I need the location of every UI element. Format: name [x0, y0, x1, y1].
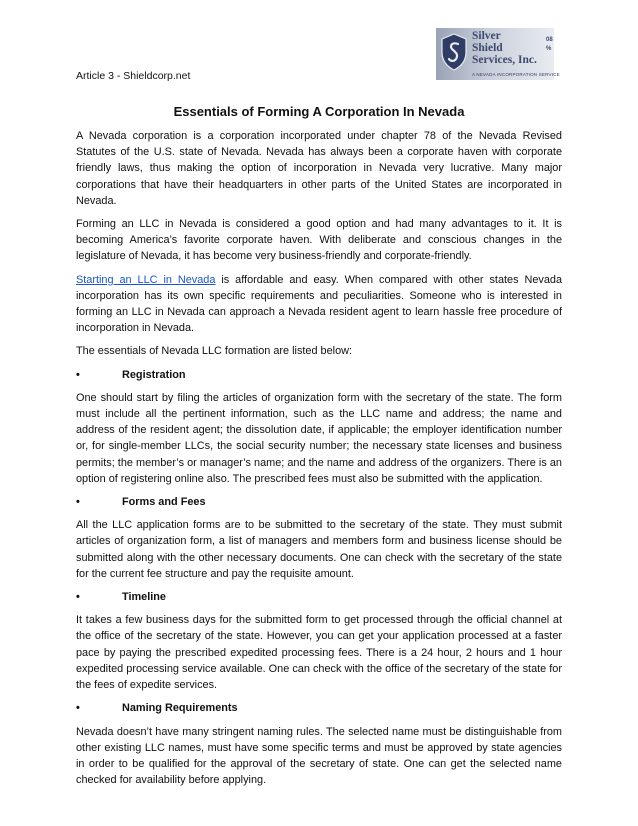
- logo-side-mark-1: 08: [546, 37, 553, 43]
- essentials-intro: The essentials of Nevada LLC formation are listed below:: [76, 345, 353, 358]
- section-heading-text: Timeline: [122, 591, 166, 604]
- intro-paragraph: A Nevada corporation is a corporation incorporated under chapter 78 of the Nevada Revised Statutes of the U.S. state of Nevada. Nevada has always been a corporate haven with corporate friendly laws, thus making the option of incorporation in Nevada very lucrative. Many major corporations that have their headquarters in other parts of the United States are incorporated in Nevada.: [76, 130, 562, 207]
- bullet-icon: •: [76, 591, 80, 604]
- section-heading-text: Registration: [122, 368, 186, 381]
- bullet-icon: •: [76, 496, 80, 509]
- logo-tagline: A NEVADA INCORPORATION SERVICE: [472, 72, 560, 77]
- starting-llc-text: is affordable and easy. When compared with other states Nevada incorporation has its own specific requirements and peculiarities. Someone who is interested in forming an LLC in Nevada can approach a Nevada resident agent to learn hassle free procedure of incorporation in Nevada.: [76, 273, 563, 335]
- logo-side-mark: [546, 36, 553, 54]
- section-heading-forms-and-fees: [76, 494, 562, 510]
- section-body-timeline: It takes a few business days for the submitted form to get processed through the official channel at the office of the secretary of the state. However, you can get your application processed at a faster pace by paying the prescribed expedited processing fees. There is a 24 hour, 2 hours and 1 hour expedited processing service available. One can check with the office of the secretary of the state for the fees of expedite services.: [76, 614, 562, 692]
- logo-line-3: Services, Inc.: [472, 54, 537, 66]
- starting-llc-link[interactable]: Starting an LLC in Nevada: [76, 273, 216, 286]
- section-body-naming-requirements: Nevada doesn’t have many stringent naming rules. The selected name must be distinguishable from other existing LLC names, must have some specific terms and must be approved by state agencies in order to be qualified for the approval of the secretary of state. One can get the selected name checked for availability before applying.: [76, 725, 562, 787]
- llc-advantages-paragraph: Forming an LLC in Nevada is considered a good option and had many advantages to it. It is becoming America’s favorite corporate haven. With deliberate and conscious changes in the legislature of Nevada, it has become very business-friendly and corporate-friendly.: [76, 218, 562, 263]
- section-heading-naming-requirements: [76, 700, 562, 716]
- logo-line-2: Shield: [472, 42, 503, 54]
- logo-line-1: Silver: [472, 30, 501, 42]
- starting-llc-paragraph: [76, 272, 562, 337]
- bullet-icon: •: [76, 702, 80, 715]
- shield-emblem-icon: [439, 32, 469, 72]
- section-heading-registration: [76, 367, 562, 383]
- article-label: Article 3 - Shieldcorp.net: [76, 70, 191, 82]
- logo-side-mark-2: %: [546, 46, 552, 52]
- section-body-registration: One should start by filing the articles of organization form with the secretary of the state. The form must include all the pertinent information, such as the LLC name and address; the name and address of the resident agent; the dissolution date, if applicable; the employer identification number or, for single-member LLCs, the social security number; the necessary state licenses and business permits; the member’s or manager’s name; and the name and address of the organizers. There is an option of registering online also. The prescribed fees must also be submitted with the application.: [76, 391, 562, 485]
- section-heading-timeline: [76, 589, 562, 605]
- section-heading-text: Forms and Fees: [122, 496, 206, 509]
- bullet-icon: •: [76, 368, 80, 381]
- company-logo: [436, 28, 560, 80]
- document-title: Essentials of Forming A Corporation In Nevada: [173, 104, 465, 119]
- section-heading-text: Naming Requirements: [122, 702, 238, 715]
- section-body-forms-and-fees: All the LLC application forms are to be submitted to the secretary of the state. They must submit articles of organization form, a list of managers and members form and business license should be submitted along with the other necessary documents. One can check with the secretary of the state for the current fee structure and pay the requisite amount.: [76, 519, 562, 580]
- document-body: [76, 128, 562, 795]
